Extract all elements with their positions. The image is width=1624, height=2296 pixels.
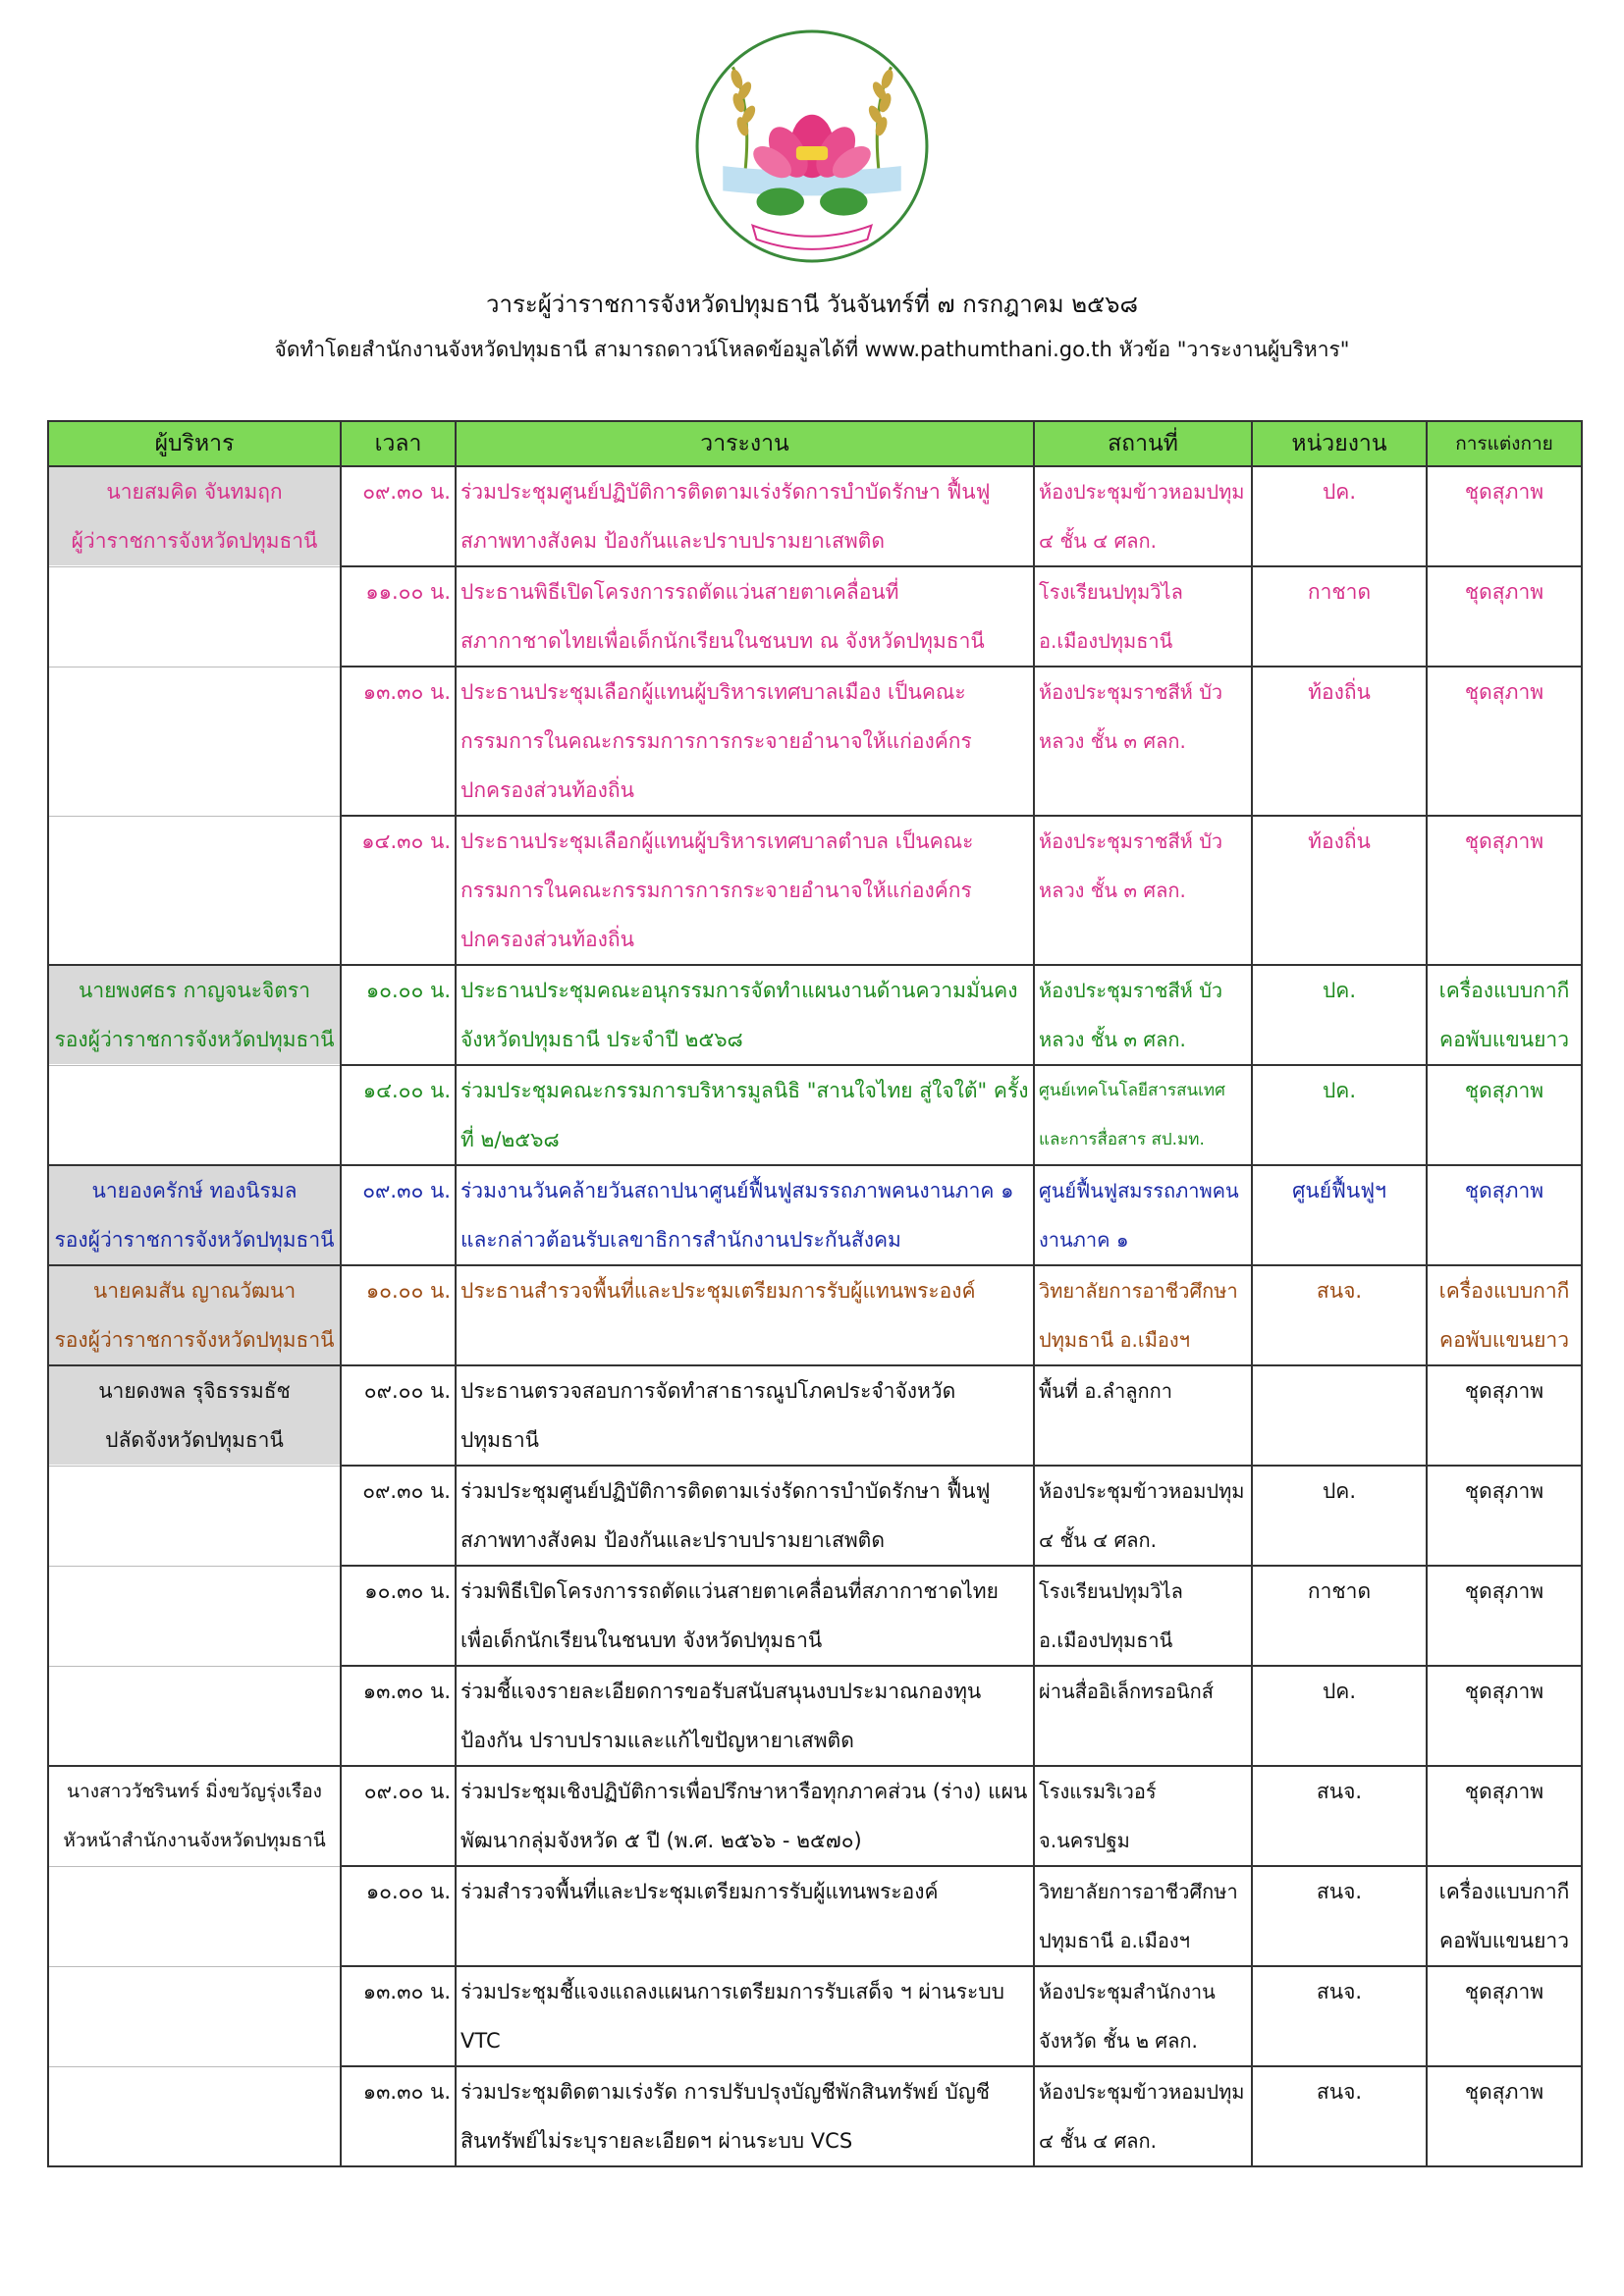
table-row (48, 667, 1582, 816)
dress-cell: ชุดสุภาพ (1427, 1065, 1582, 1165)
executive-cell (48, 1065, 341, 1165)
executive-cell (48, 566, 341, 667)
executive-position: รองผู้ว่าราชการจังหวัดปทุมธานี (54, 1028, 335, 1051)
place-cell: พื้นที่ อ.ลำลูกกา (1034, 1365, 1252, 1466)
time-cell: ๑๐.๓๐ น. (341, 1566, 456, 1666)
time-cell: ๑๔.๓๐ น. (341, 816, 456, 965)
time-cell: ๐๙.๐๐ น. (341, 1365, 456, 1466)
unit-cell: สนจ. (1252, 1766, 1427, 1866)
col-time: เวลา (341, 421, 456, 466)
executive-cell (48, 1265, 341, 1365)
dress-cell: ชุดสุภาพ (1427, 1165, 1582, 1265)
unit-cell: กาชาด (1252, 566, 1427, 667)
executive-position: ผู้ว่าราชการจังหวัดปทุมธานี (71, 529, 318, 553)
table-row (48, 1766, 1582, 1866)
time-cell: ๐๙.๓๐ น. (341, 1466, 456, 1566)
dress-cell: เครื่องแบบกากีคอพับแขนยาว (1427, 1866, 1582, 1966)
agenda-cell: ร่วมพิธีเปิดโครงการรถตัดแว่นสายตาเคลื่อนที่สภากาชาดไทยเพื่อเด็กนักเรียนในชนบท จังหวัดปทุมธานี (456, 1566, 1034, 1666)
executive-cell (48, 1666, 341, 1766)
dress-cell: ชุดสุภาพ (1427, 466, 1582, 566)
unit-cell: ปค. (1252, 965, 1427, 1065)
dress-cell: ชุดสุภาพ (1427, 2066, 1582, 2166)
unit-cell: ปค. (1252, 1065, 1427, 1165)
dress-cell: ชุดสุภาพ (1427, 816, 1582, 965)
agenda-cell: ร่วมสำรวจพื้นที่และประชุมเตรียมการรับผู้แทนพระองค์ (456, 1866, 1034, 1966)
executive-cell (48, 816, 341, 965)
table-row (48, 1265, 1582, 1365)
place-cell: วิทยาลัยการอาชีวศึกษาปทุมธานี อ.เมืองฯ (1034, 1265, 1252, 1365)
unit-cell: สนจ. (1252, 1966, 1427, 2066)
unit-cell: ปค. (1252, 1466, 1427, 1566)
unit-cell: ศูนย์ฟื้นฟูฯ (1252, 1165, 1427, 1265)
executive-position: ปลัดจังหวัดปทุมธานี (105, 1428, 284, 1452)
executive-name: นายคมสัน ญาณวัฒนา (92, 1279, 297, 1303)
time-cell: ๑๔.๐๐ น. (341, 1065, 456, 1165)
unit-cell: ท้องถิ่น (1252, 667, 1427, 816)
time-cell: ๐๙.๐๐ น. (341, 1766, 456, 1866)
unit-cell: สนจ. (1252, 1265, 1427, 1365)
place-cell: โรงเรียนปทุมวิไล อ.เมืองปทุมธานี (1034, 566, 1252, 667)
unit-cell (1252, 1365, 1427, 1466)
executive-cell (48, 667, 341, 816)
table-row (48, 466, 1582, 566)
place-cell: ห้องประชุมราชสีห์ บัวหลวง ชั้น ๓ ศลก. (1034, 816, 1252, 965)
executive-cell (48, 1566, 341, 1666)
executive-cell (48, 1365, 341, 1466)
place-cell: ศูนย์ฟื้นฟูสมรรถภาพคนงานภาค ๑ (1034, 1165, 1252, 1265)
table-row (48, 2066, 1582, 2166)
time-cell: ๐๙.๓๐ น. (341, 466, 456, 566)
executive-cell (48, 466, 341, 566)
time-cell: ๑๓.๓๐ น. (341, 2066, 456, 2166)
dress-cell: ชุดสุภาพ (1427, 667, 1582, 816)
table-row (48, 1566, 1582, 1666)
place-cell: ห้องประชุมข้าวหอมปทุม ๔ ชั้น ๔ ศลก. (1034, 466, 1252, 566)
executive-position: รองผู้ว่าราชการจังหวัดปทุมธานี (54, 1228, 335, 1252)
executive-name: นายดงพล รุจิธรรมธัช (98, 1379, 291, 1403)
place-cell: ห้องประชุมข้าวหอมปทุม ๔ ชั้น ๔ ศลก. (1034, 2066, 1252, 2166)
time-cell: ๑๐.๐๐ น. (341, 965, 456, 1065)
executive-name: นายพงศธร กาญจนะจิตรา (78, 979, 310, 1002)
table-row (48, 566, 1582, 667)
agenda-cell: ร่วมประชุมชี้แจงแถลงแผนการเตรียมการรับเสด็จ ฯ ผ่านระบบ VTC (456, 1966, 1034, 2066)
unit-cell: ปค. (1252, 1666, 1427, 1766)
dress-cell: ชุดสุภาพ (1427, 1566, 1582, 1666)
agenda-cell: ประธานพิธีเปิดโครงการรถตัดแว่นสายตาเคลื่อนที่สภากาชาดไทยเพื่อเด็กนักเรียนในชนบท ณ จังหวัดปทุมธานี (456, 566, 1034, 667)
page-title: วาระผู้ว่าราชการจังหวัดปทุมธานี วันจันทร์ที่ ๗ กรกฎาคม ๒๕๖๘ (486, 291, 1138, 318)
table-row (48, 1065, 1582, 1165)
unit-cell: ท้องถิ่น (1252, 816, 1427, 965)
agenda-cell: ประธานตรวจสอบการจัดทำสาธารณูปโภคประจำจังหวัดปทุมธานี (456, 1365, 1034, 1466)
agenda-cell: ประธานสำรวจพื้นที่และประชุมเตรียมการรับผู้แทนพระองค์ (456, 1265, 1034, 1365)
agenda-cell: ประธานประชุมเลือกผู้แทนผู้บริหารเทศบาลตำบล เป็นคณะกรรมการในคณะกรรมการการกระจายอำนาจให้แก่องค์กรปกครองส่วนท้องถิ่น (456, 816, 1034, 965)
table-row (48, 1866, 1582, 1966)
place-cell: โรงแรมริเวอร์ จ.นครปฐม (1034, 1766, 1252, 1866)
col-agenda: วาระงาน (456, 421, 1034, 466)
table-row (48, 816, 1582, 965)
pathumthani-seal-logo (693, 27, 931, 265)
col-place: สถานที่ (1034, 421, 1252, 466)
agenda-cell: ร่วมประชุมเชิงปฏิบัติการเพื่อปรึกษาหารือทุกภาคส่วน (ร่าง) แผนพัฒนากลุ่มจังหวัด ๕ ปี (พ.ศ. ๒๕๖๖ - ๒๕๗๐) (456, 1766, 1034, 1866)
table-row (48, 1466, 1582, 1566)
dress-cell: ชุดสุภาพ (1427, 566, 1582, 667)
table-row (48, 965, 1582, 1065)
executive-name: นางสาววัชรินทร์ มิ่งขวัญรุ่งเรือง (67, 1781, 322, 1802)
dress-cell: ชุดสุภาพ (1427, 1666, 1582, 1766)
time-cell: ๑๐.๐๐ น. (341, 1866, 456, 1966)
executive-name: นายสมคิด จันทมฤก (106, 480, 283, 504)
place-cell: ศูนย์เทคโนโลยีสารสนเทศและการสื่อสาร สป.มท. (1034, 1065, 1252, 1165)
time-cell: ๑๓.๓๐ น. (341, 1966, 456, 2066)
col-executive: ผู้บริหาร (48, 421, 341, 466)
executive-cell (48, 1866, 341, 1966)
executive-cell (48, 1466, 341, 1566)
time-cell: ๑๓.๓๐ น. (341, 667, 456, 816)
agenda-cell: ร่วมประชุมคณะกรรมการบริหารมูลนิธิ "สานใจไทย สู่ใจใต้" ครั้งที่ ๒/๒๕๖๘ (456, 1065, 1034, 1165)
table-row (48, 1365, 1582, 1466)
unit-cell: กาชาด (1252, 1566, 1427, 1666)
place-cell: ห้องประชุมราชสีห์ บัวหลวง ชั้น ๓ ศลก. (1034, 965, 1252, 1065)
agenda-cell: ร่วมชี้แจงรายละเอียดการขอรับสนับสนุนงบประมาณกองทุนป้องกัน ปราบปรามและแก้ไขปัญหายาเสพติด (456, 1666, 1034, 1766)
place-cell: ห้องประชุมราชสีห์ บัวหลวง ชั้น ๓ ศลก. (1034, 667, 1252, 816)
executive-cell (48, 2066, 341, 2166)
executive-cell (48, 965, 341, 1065)
dress-cell: ชุดสุภาพ (1427, 1365, 1582, 1466)
agenda-cell: ประธานประชุมคณะอนุกรรมการจัดทำแผนงานด้านความมั่นคงจังหวัดปทุมธานี ประจำปี ๒๕๖๘ (456, 965, 1034, 1065)
time-cell: ๑๐.๐๐ น. (341, 1265, 456, 1365)
agenda-table (47, 420, 1583, 2167)
time-cell: ๐๙.๓๐ น. (341, 1165, 456, 1265)
place-cell: ห้องประชุมข้าวหอมปทุม ๔ ชั้น ๔ ศลก. (1034, 1466, 1252, 1566)
dress-cell: ชุดสุภาพ (1427, 1966, 1582, 2066)
table-header-row (48, 421, 1582, 466)
place-cell: วิทยาลัยการอาชีวศึกษาปทุมธานี อ.เมืองฯ (1034, 1866, 1252, 1966)
executive-position: หัวหน้าสำนักงานจังหวัดปทุมธานี (63, 1830, 326, 1851)
agenda-cell: ร่วมประชุมติดตามเร่งรัด การปรับปรุงบัญชีพักสินทรัพย์ บัญชีสินทรัพย์ไม่ระบุรายละเอียดฯ ผ่านระบบ VCS (456, 2066, 1034, 2166)
unit-cell: ปค. (1252, 466, 1427, 566)
col-unit: หน่วยงาน (1252, 421, 1427, 466)
time-cell: ๑๑.๐๐ น. (341, 566, 456, 667)
executive-name: นายองครักษ์ ทองนิรมล (91, 1179, 298, 1202)
executive-cell (48, 1966, 341, 2066)
place-cell: โรงเรียนปทุมวิไล อ.เมืองปทุมธานี (1034, 1566, 1252, 1666)
table-row (48, 1666, 1582, 1766)
dress-cell: เครื่องแบบกากีคอพับแขนยาว (1427, 1265, 1582, 1365)
agenda-cell: ร่วมประชุมศูนย์ปฏิบัติการติดตามเร่งรัดการบำบัดรักษา ฟื้นฟูสภาพทางสังคม ป้องกันและปราบปรามยาเสพติด (456, 466, 1034, 566)
unit-cell: สนจ. (1252, 1866, 1427, 1966)
executive-position: รองผู้ว่าราชการจังหวัดปทุมธานี (54, 1328, 335, 1352)
agenda-cell: ร่วมประชุมศูนย์ปฏิบัติการติดตามเร่งรัดการบำบัดรักษา ฟื้นฟูสภาพทางสังคม ป้องกันและปราบปรามยาเสพติด (456, 1466, 1034, 1566)
table-row (48, 1966, 1582, 2066)
executive-cell (48, 1766, 341, 1866)
col-dress: การแต่งกาย (1427, 421, 1582, 466)
place-cell: ห้องประชุมสำนักงานจังหวัด ชั้น ๒ ศลก. (1034, 1966, 1252, 2066)
page-subtitle: จัดทำโดยสำนักงานจังหวัดปทุมธานี สามารถดาวน์โหลดข้อมูลได้ที่ www.pathumthani.go.th หัวข้อ "วาระงานผู้บริหาร" (274, 338, 1350, 361)
dress-cell: ชุดสุภาพ (1427, 1466, 1582, 1566)
executive-cell (48, 1165, 341, 1265)
agenda-cell: ร่วมงานวันคล้ายวันสถาปนาศูนย์ฟื้นฟูสมรรถภาพคนงานภาค ๑ และกล่าวต้อนรับเลขาธิการสำนักงานประกันสังคม (456, 1165, 1034, 1265)
place-cell: ผ่านสื่ออิเล็กทรอนิกส์ (1034, 1666, 1252, 1766)
agenda-cell: ประธานประชุมเลือกผู้แทนผู้บริหารเทศบาลเมือง เป็นคณะกรรมการในคณะกรรมการการกระจายอำนาจให้แก่องค์กรปกครองส่วนท้องถิ่น (456, 667, 1034, 816)
table-row (48, 1165, 1582, 1265)
time-cell: ๑๓.๓๐ น. (341, 1666, 456, 1766)
dress-cell: ชุดสุภาพ (1427, 1766, 1582, 1866)
unit-cell: สนจ. (1252, 2066, 1427, 2166)
dress-cell: เครื่องแบบกากีคอพับแขนยาว (1427, 965, 1582, 1065)
